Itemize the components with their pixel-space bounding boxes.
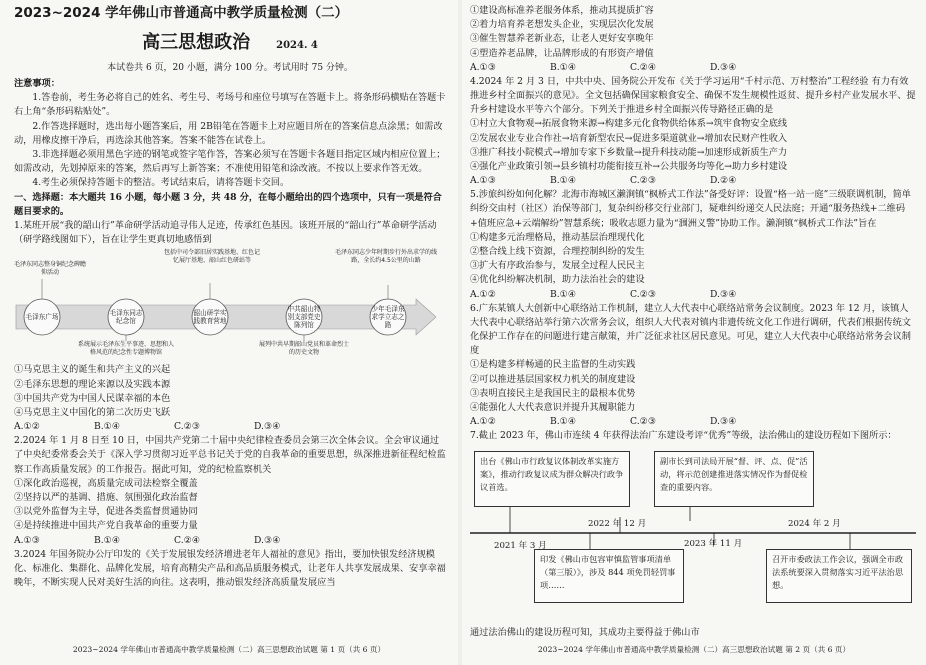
option-b[interactable]: B.①④	[550, 416, 577, 428]
answer-options	[14, 534, 446, 548]
answer-item: ④强化产业政策引领→县乡镇村功能衔接互补→公共服务均等化→助力乡村建设	[470, 161, 788, 173]
answer-item: ④优化纠纷解决机制，助力法治社会的建设	[470, 274, 645, 286]
option-b[interactable]: B.①④	[550, 288, 577, 300]
notice-item: 4.考生必须保持答题卡的整洁。考试结束后，请将答题卡交回。	[32, 177, 290, 189]
question-4-stem: 4.2024 年 2 月 3 日，中共中央、国务院公开发布《关于学习运用“千村示范、万村整治”工程经验 有力有效推进乡村全面振兴的意见》。全文包括确保国家粮食安全、确保不发生规模性返贫、提升乡村产业发展水平、提升乡村建设水平等六个部分。下列关于推进乡村全面振兴传导路径正确的是	[470, 75, 916, 116]
question-7-stem: 7.截止 2023 年，佛山市连续 4 年获得法治广东建设考评“优秀”等级，法治佛山的建设历程如下图所示：	[470, 430, 897, 442]
question-2-stem: 2.2024 年 1 月 8 日至 10 日，中国共产党第二十届中央纪律检查委员会第三次全体会议。全会审议通过了中央纪委常委会关于《深入学习贯彻习近平总书记关于党的自我革命的重要思想，纵深推进新征程纪检监察工作高质量发展》的工作报告。据此可知，党的纪检监察机关	[14, 435, 446, 475]
answer-item: ①村立大食物观→拓展食物来源→构建多元化食物供给体系→筑牢食物安全底线	[470, 118, 788, 130]
route-note: 展列中共早期韶山党员和革命烈士的历史文物	[258, 341, 349, 356]
option-a[interactable]: A.①③	[470, 61, 497, 73]
route-stop: 少年毛泽东求学立志之路	[371, 305, 405, 330]
answer-item: ①深化政治巡视，高质量完成司法检察全覆盖	[14, 477, 198, 489]
answer-item: ③推广科技小院模式→增加专家下乡数量→提升科技动能→加速形成新质生产力	[470, 146, 788, 158]
answer-item: ④能强化人大代表意识并提升其履职能力	[470, 402, 636, 414]
option-d[interactable]: D.③④	[710, 288, 737, 300]
answer-options	[470, 61, 916, 75]
answer-item: ③扩大有序政治参与，发展全过程人民民主	[470, 260, 645, 272]
option-d[interactable]: D.③④	[710, 61, 737, 73]
question-3-stem: 3.2024 年国务院办公厅印发的《关于发展银发经济增进老年人福祉的意见》指出，要加快银发经济规模化、标准化、集群化、品牌化发展，培育高精尖产品和高品质服务模式，让老年人共享发展成果、安享幸福晚年，不断实现人民对美好生活的向往。这表明，推动银发经济高质量发展应当	[14, 548, 446, 589]
answer-item: ④是持续推进中国共产党自我革命的重要力量	[14, 520, 198, 532]
option-c[interactable]: C.②③	[174, 421, 201, 433]
answer-item: ④塑造养老品牌，让品牌形成的有形资产增值	[470, 47, 654, 59]
timeline-date: 2022 年 12 月	[588, 519, 647, 530]
answer-item: ②坚持以严的基调、措施、氛围强化政治监督	[14, 492, 198, 504]
option-c[interactable]: C.②④	[630, 61, 657, 73]
route-stop: 毛泽东同志纪念馆	[109, 309, 143, 326]
route-stop: 毛泽东广场	[25, 313, 59, 322]
answer-options	[470, 174, 916, 188]
option-b[interactable]: B.①④	[550, 175, 577, 187]
route-note: 系统展示毛泽东生平事迹、思想和人格风范的纪念性专题博物馆	[78, 341, 175, 356]
page-footer: 2023~2024 学年佛山市普通高中教学质量检测（二）高三思想政治试题 第 2 页（共 6 页）	[537, 645, 851, 654]
answer-item: ②发展农业专业合作社→培育新型农民→促进多渠道就业→增加农民财产性收入	[470, 132, 788, 144]
exam-title: 2023~2024 学年佛山市普通高中教学质量检测（二）	[14, 5, 349, 21]
subject-title: 高三思想政治	[142, 32, 251, 53]
exam-page-1	[0, 0, 458, 665]
exam-date: 2024. 4	[276, 40, 318, 51]
option-c[interactable]: C.②④	[174, 534, 201, 546]
notice-title: 注意事项：	[14, 78, 60, 89]
option-a[interactable]: A.①②	[470, 288, 497, 300]
timeline-date: 2023 年 11 月	[684, 539, 743, 550]
option-d[interactable]: D.③④	[710, 416, 737, 428]
answer-item: ①是构建多样畅通的民主监督的生动实践	[470, 359, 636, 371]
study-route-diagram	[14, 249, 446, 359]
notice-item: 2.作答选择题时，选出每小题答案后，用 2B铅笔在答题卡上对应题目所在的答案信息点涂黑；如需改动，用橡皮擦干净后，再选涂其他答案。答案不能答在试卷上。	[14, 120, 443, 146]
option-a[interactable]: A.①③	[14, 534, 41, 546]
option-d[interactable]: D.③④	[254, 534, 281, 546]
timeline-event-box: 印发《佛山市包容审慎监管事项清单（第三版）》，涉及 844 项免罚轻罚事项……	[534, 549, 684, 603]
timeline-event-box: 出台《佛山市行政复议体制改革实施方案》，推动行政复议成为群众解决行政争议首选。	[474, 451, 630, 507]
timeline-date: 2021 年 3 月	[494, 541, 547, 552]
option-a[interactable]: A.①②	[470, 416, 497, 428]
answer-item: ③催生智慧养老新业态，让老人更好安享晚年	[470, 33, 654, 45]
route-note: 毛泽东同志少年时期步行外出求学的线路，全长约4.5公里的山路	[334, 249, 437, 264]
timeline-date: 2024 年 2 月	[788, 519, 841, 530]
rule-of-law-timeline	[470, 445, 916, 620]
option-b[interactable]: B.①④	[94, 534, 121, 546]
answer-item: ③以党外监督为主导，促进各类监督贯通协同	[14, 506, 198, 518]
answer-options	[14, 420, 446, 434]
route-note: 毛泽东同志整身铜纪念碑瞻仰活动	[14, 261, 87, 276]
option-c[interactable]: C.②③	[630, 288, 657, 300]
option-a[interactable]: A.①②	[14, 421, 41, 433]
option-c[interactable]: C.②③	[630, 416, 657, 428]
option-d[interactable]: D.③④	[254, 421, 281, 433]
answer-item: ④马克思主义中国化的第二次历史飞跃	[14, 407, 171, 419]
timeline-event-box: 召开市委政法工作会议，强调全市政法系统要深入贯彻落实习近平法治思想。	[766, 549, 912, 603]
question-6-stem: 6.广东某镇人大创新中心联络站工作机制，建立人大代表中心联络站常务会议制度。2023 年 12 月，该镇人大代表中心联络站举行第六次常务会议，组织人大代表对镇内非遗传统文化工作进行调研，代表们根据传统文化保护工作存在的问题进行建言献策，并广泛征求社区居民意见。可见，建立人大代表中心联络站常务会议制度	[470, 302, 911, 357]
answer-item: ①构建多元治理格局，推动基层治理现代化	[470, 231, 645, 243]
option-b[interactable]: B.①④	[94, 421, 121, 433]
answer-item: ①马克思主义的诞生和共产主义的兴起	[14, 364, 171, 376]
route-stop: 韶山研学实践教育营地	[193, 309, 227, 326]
answer-item: ①建设高标准养老服务体系，推动其提质扩容	[470, 5, 654, 16]
route-stop: 中共韶山特别支部党史陈列馆	[287, 305, 321, 330]
notice-item: 3.非选择题必须用黑色字迹的钢笔或签字笔作答，答案必须写在答题卡各题目指定区域内相应位置上；如需改动，先划掉原来的答案，然后再写上新答案；不准使用铅笔和涂改液。不按以上要求作答无效。	[14, 149, 446, 175]
section-heading: 一、选择题：本大题共 16 小题，每小题 3 分，共 48 分，在每小题给出的四个选项中，只有一项是符合题目要求的。	[14, 191, 442, 217]
option-b[interactable]: B.①④	[550, 61, 577, 73]
option-c[interactable]: C.②③	[630, 175, 657, 187]
answer-options	[470, 415, 916, 429]
option-d[interactable]: D.②④	[710, 175, 737, 187]
timeline-event-box: 副市长到司法局开展“督、评、点、促”活动，将示范创建推进落实情况作为督促检查的重要内容。	[654, 451, 814, 507]
notice-item: 1.答卷前，考生务必将自己的姓名、考生号、考场号和座位号填写在答题卡上。将条形码横贴在答题卡右上角“条形码粘贴处”。	[14, 92, 446, 118]
answer-item: ②着力培育养老想发头企业，实现层次化发展	[470, 19, 654, 31]
option-a[interactable]: A.①③	[470, 175, 497, 187]
answer-item: ③中国共产党为中国人民谋幸福的本色	[14, 392, 171, 404]
answer-item: ②整合线上线下资源，合理控制纠纷的发生	[470, 246, 645, 258]
answer-options	[470, 288, 916, 302]
question-5-stem: 5.涉旅纠纷如何化解？北海市海城区濑涧镇“枫桥式工作法”备受好评：设置“格一站一庭”三级联调机制，简单纠纷交由村（社区）治保等部门，复杂纠纷移交行业部门，疑难纠纷递交人民法庭；开通“服务热线+二维码+值班应急+云端解纷”智慧系统；吸收志愿力量为“涠洲义警”协助工作。濑涧镇“枫桥式工作法”旨在	[470, 189, 911, 229]
question-7-tail: 通过法治佛山的建设历程可知，其成功主要得益于佛山市	[470, 627, 700, 639]
exam-page-2	[462, 0, 926, 665]
exam-meta: 本试卷共 6 页，20 小题，满分 100 分。考试用时 75 分钟。	[107, 63, 353, 73]
page-footer: 2023~2024 学年佛山市普通高中教学质量检测（二）高三思想政治试题 第 1 页（共 6 页）	[72, 645, 386, 654]
route-note: 包括中司令部旧居实践基地、红色记忆展厅基地、韶山红色研站等	[163, 249, 260, 264]
answer-item: ③表明直接民主是我国民主的最根本优势	[470, 387, 636, 399]
question-1-stem: 1.某班开展“我的韶山行”革命研学活动追寻伟人足迹，传承红色基因。该班开展的“韶山行”革命研学活动（研学路线图如下），旨在让学生更真切地感悟到	[14, 220, 437, 246]
answer-item: ②毛泽东思想的理论来源以及实践本源	[14, 378, 171, 390]
answer-item: ②可以推进基层国家权力机关的制度建设	[470, 373, 636, 385]
